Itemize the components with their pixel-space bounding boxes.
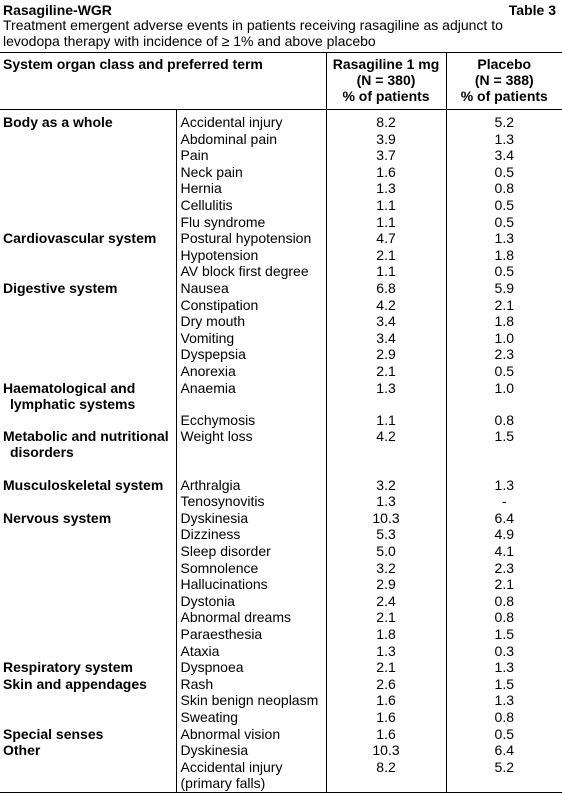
- system-organ-class-label-cont: disorders: [10, 444, 74, 461]
- placebo-percent: 2.1: [446, 576, 562, 593]
- table-header: [0, 53, 562, 110]
- table-row: [0, 147, 562, 164]
- table-row: [0, 676, 562, 693]
- placebo-percent: 6.4: [446, 510, 562, 527]
- preferred-term-label: Sleep disorder: [180, 543, 271, 560]
- table-row: [0, 363, 562, 380]
- preferred-term-label: Sweating: [180, 709, 239, 725]
- placebo-percent: 0.5: [446, 197, 562, 214]
- table-row: [0, 742, 562, 759]
- preferred-term-label: Accidental injury: [180, 114, 283, 130]
- table-row: [0, 659, 562, 676]
- preferred-term-label: Rash: [180, 675, 214, 692]
- placebo-percent: 1.3: [446, 659, 562, 676]
- placebo-percent: 0.8: [446, 609, 562, 626]
- system-organ-class-label: Cardiovascular system: [3, 230, 157, 247]
- system-organ-class: [0, 214, 176, 231]
- table-row: [0, 230, 562, 247]
- rasagiline-percent: 1.6: [326, 164, 446, 181]
- system-organ-class: [0, 643, 176, 660]
- rasagiline-percent: 2.9: [326, 346, 446, 363]
- rasagiline-percent: 10.3: [326, 742, 446, 759]
- table-row: [0, 263, 562, 280]
- document-header: [3, 2, 556, 18]
- preferred-term: [176, 214, 326, 231]
- rasagiline-percent: 4.2: [326, 428, 446, 460]
- table-row: [0, 164, 562, 181]
- system-organ-class: [0, 626, 176, 643]
- system-organ-class: [0, 197, 176, 214]
- preferred-term-label: Abdominal pain: [180, 130, 278, 147]
- preferred-term-label: Anorexia: [180, 362, 236, 379]
- rasagiline-percent: 4.2: [326, 297, 446, 314]
- system-organ-class: [0, 659, 176, 676]
- preferred-term: [176, 180, 326, 197]
- preferred-term-label: Constipation: [180, 296, 259, 313]
- preferred-term-label: Dyspepsia: [180, 346, 246, 363]
- column-header-system: System organ class and preferred term: [0, 53, 326, 110]
- table-row: [0, 412, 562, 429]
- table-row: [0, 197, 562, 214]
- preferred-term-label: Accidental injury: [180, 758, 283, 775]
- placebo-percent: 5.2: [446, 759, 562, 793]
- rasagiline-percent: 6.8: [326, 280, 446, 297]
- preferred-term: [176, 726, 326, 743]
- placebo-percent: [446, 460, 562, 477]
- table-row: [0, 526, 562, 543]
- preferred-term-label: Flu syndrome: [180, 213, 266, 230]
- system-organ-class-label: Musculoskeletal system: [3, 476, 164, 493]
- table-number: Table 3: [508, 2, 556, 18]
- preferred-term: [176, 609, 326, 626]
- rasagiline-percent: 8.2: [326, 110, 446, 131]
- placebo-percent: 1.3: [446, 230, 562, 247]
- preferred-term: [176, 510, 326, 527]
- preferred-term-label: Dyskinesia: [180, 742, 249, 759]
- system-organ-class-label: Other: [3, 742, 41, 759]
- table-row: [0, 477, 562, 494]
- system-organ-class-label: Skin and appendages: [3, 675, 147, 692]
- system-organ-class: [0, 230, 176, 247]
- system-organ-class: [0, 460, 176, 477]
- preferred-term: [176, 247, 326, 264]
- table-row: [0, 460, 562, 477]
- preferred-term-label: Dizziness: [180, 526, 241, 543]
- rasagiline-percent: 1.1: [326, 263, 446, 280]
- placebo-percent: 0.8: [446, 709, 562, 726]
- rasagiline-percent: 2.1: [326, 363, 446, 380]
- placebo-percent: 4.9: [446, 526, 562, 543]
- placebo-header-line1: Placebo: [477, 56, 532, 72]
- placebo-percent: 0.5: [446, 263, 562, 280]
- system-organ-class-label: Respiratory system: [3, 659, 133, 676]
- table-row: [0, 560, 562, 577]
- rasagiline-percent: 1.8: [326, 626, 446, 643]
- preferred-term: [176, 110, 326, 131]
- table-row: [0, 609, 562, 626]
- placebo-percent: 0.8: [446, 593, 562, 610]
- preferred-term-label: Neck pain: [180, 163, 243, 180]
- placebo-header-line3: % of patients: [460, 88, 548, 104]
- placebo-percent: 6.4: [446, 742, 562, 759]
- table-row: [0, 626, 562, 643]
- rasagiline-percent: 1.1: [326, 214, 446, 231]
- table-row: [0, 709, 562, 726]
- preferred-term-label: Somnolence: [180, 559, 259, 576]
- table-row: [0, 180, 562, 197]
- table-row: [0, 280, 562, 297]
- rasagiline-percent: 1.6: [326, 726, 446, 743]
- table-row: [0, 428, 562, 460]
- table-row: [0, 380, 562, 412]
- placebo-percent: 1.8: [446, 313, 562, 330]
- system-organ-class: [0, 560, 176, 577]
- adverse-events-table: [0, 52, 562, 793]
- preferred-term: [176, 380, 326, 412]
- preferred-term-label-cont: (primary falls): [180, 775, 266, 792]
- table-row: [0, 131, 562, 148]
- placebo-percent: 0.8: [446, 180, 562, 197]
- system-organ-class-label: Haematological and: [3, 379, 136, 396]
- preferred-term: [176, 676, 326, 693]
- preferred-term-label: Vomiting: [180, 329, 235, 346]
- table-row: [0, 297, 562, 314]
- system-organ-class: [0, 147, 176, 164]
- system-organ-class: [0, 593, 176, 610]
- system-organ-class: [0, 263, 176, 280]
- system-organ-class: [0, 692, 176, 709]
- table-row: [0, 543, 562, 560]
- preferred-term-label: Ataxia: [180, 642, 220, 659]
- preferred-term-label: Dyskinesia: [180, 509, 249, 526]
- table-row: [0, 313, 562, 330]
- preferred-term: [176, 692, 326, 709]
- preferred-term: [176, 280, 326, 297]
- preferred-term: [176, 709, 326, 726]
- system-organ-class: [0, 380, 176, 412]
- system-organ-class: [0, 346, 176, 363]
- table-row: [0, 330, 562, 347]
- rasagiline-percent: 2.1: [326, 609, 446, 626]
- preferred-term: [176, 131, 326, 148]
- system-organ-class: [0, 493, 176, 510]
- preferred-term-label: Hernia: [180, 180, 222, 197]
- rasagiline-percent: 1.3: [326, 380, 446, 412]
- system-organ-class: [0, 131, 176, 148]
- system-organ-class: [0, 576, 176, 593]
- placebo-percent: 1.3: [446, 692, 562, 709]
- rasagiline-header-line1: Rasagiline 1 mg: [332, 56, 440, 72]
- rasagiline-percent: 1.3: [326, 180, 446, 197]
- preferred-term-label: Tenosynovitis: [180, 493, 265, 510]
- placebo-percent: 1.5: [446, 676, 562, 693]
- preferred-term: [176, 626, 326, 643]
- system-organ-class: [0, 609, 176, 626]
- preferred-term-label: Postural hypotension: [180, 230, 312, 247]
- rasagiline-percent: [326, 460, 446, 477]
- table-row: [0, 214, 562, 231]
- preferred-term-label: Pain: [180, 147, 209, 164]
- preferred-term-label: Abnormal vision: [180, 725, 281, 742]
- table-row: [0, 726, 562, 743]
- preferred-term-label: Paraesthesia: [180, 626, 263, 643]
- table-row: [0, 593, 562, 610]
- preferred-term-label: Skin benign neoplasm: [180, 692, 319, 709]
- system-organ-class: [0, 510, 176, 527]
- placebo-percent: 1.0: [446, 380, 562, 412]
- rasagiline-percent: 2.1: [326, 659, 446, 676]
- preferred-term-label: Anaemia: [180, 379, 236, 396]
- rasagiline-percent: 10.3: [326, 510, 446, 527]
- system-organ-class: [0, 428, 176, 460]
- placebo-percent: 0.3: [446, 643, 562, 660]
- placebo-percent: 0.5: [446, 363, 562, 380]
- preferred-term-label: Nausea: [180, 279, 229, 296]
- rasagiline-header-line2: (N = 380): [356, 72, 416, 88]
- placebo-percent: 5.2: [446, 110, 562, 131]
- preferred-term-label: Ecchymosis: [180, 411, 256, 428]
- header-row: [0, 53, 562, 110]
- rasagiline-percent: 4.7: [326, 230, 446, 247]
- rasagiline-percent: 5.0: [326, 543, 446, 560]
- preferred-term: [176, 428, 326, 460]
- preferred-term-label: Cellulitis: [180, 196, 233, 213]
- preferred-term: [176, 147, 326, 164]
- placebo-percent: 0.5: [446, 726, 562, 743]
- system-organ-class: [0, 412, 176, 429]
- column-header-placebo: [446, 53, 562, 110]
- preferred-term-label: Dystonia: [180, 592, 235, 609]
- placebo-percent: 0.5: [446, 164, 562, 181]
- rasagiline-percent: 8.2: [326, 759, 446, 793]
- table-caption: Treatment emergent adverse events in patients receiving rasagiline as adjunct to levodopa therapy with incidence of ≥ 1% and above placebo: [3, 17, 503, 49]
- system-organ-class: [0, 742, 176, 759]
- preferred-term-label: AV block first degree: [180, 263, 309, 280]
- product-title: Rasagiline-WGR: [3, 2, 112, 18]
- table-row: [0, 346, 562, 363]
- table-row: [0, 692, 562, 709]
- system-organ-class: [0, 164, 176, 181]
- rasagiline-percent: 1.1: [326, 197, 446, 214]
- system-organ-class: [0, 543, 176, 560]
- preferred-term: [176, 263, 326, 280]
- system-organ-class: [0, 297, 176, 314]
- preferred-term-label: Arthralgia: [180, 476, 241, 493]
- placebo-percent: 5.9: [446, 280, 562, 297]
- preferred-term: [176, 330, 326, 347]
- system-organ-class: [0, 759, 176, 793]
- table-row: [0, 493, 562, 510]
- preferred-term-label: Abnormal dreams: [180, 609, 291, 626]
- rasagiline-percent: 2.4: [326, 593, 446, 610]
- preferred-term: [176, 543, 326, 560]
- system-organ-class-label: Digestive system: [3, 279, 118, 296]
- placebo-percent: 3.4: [446, 147, 562, 164]
- system-organ-class-label: Metabolic and nutritional: [3, 428, 169, 445]
- preferred-term: [176, 363, 326, 380]
- rasagiline-header-line3: % of patients: [342, 88, 430, 104]
- placebo-percent: 1.3: [446, 131, 562, 148]
- table-body: [0, 110, 562, 793]
- system-organ-class: [0, 526, 176, 543]
- system-organ-class: [0, 180, 176, 197]
- preferred-term-label: Dyspnoea: [180, 659, 244, 676]
- rasagiline-percent: 2.9: [326, 576, 446, 593]
- preferred-term: [176, 493, 326, 510]
- preferred-term: [176, 659, 326, 676]
- preferred-term-label: Hypotension: [180, 246, 259, 263]
- preferred-term: [176, 526, 326, 543]
- rasagiline-percent: 3.7: [326, 147, 446, 164]
- placebo-percent: 2.1: [446, 297, 562, 314]
- preferred-term: [176, 164, 326, 181]
- placebo-header-line2: (N = 388): [474, 72, 534, 88]
- rasagiline-percent: 1.1: [326, 412, 446, 429]
- preferred-term: [176, 477, 326, 494]
- system-organ-class: [0, 726, 176, 743]
- rasagiline-percent: 3.4: [326, 330, 446, 347]
- placebo-percent: 1.5: [446, 626, 562, 643]
- preferred-term: [176, 230, 326, 247]
- system-organ-class-label: Special senses: [3, 725, 104, 742]
- rasagiline-percent: 3.9: [326, 131, 446, 148]
- preferred-term-label: Weight loss: [180, 428, 253, 445]
- table-row: [0, 643, 562, 660]
- rasagiline-percent: 3.2: [326, 560, 446, 577]
- system-organ-class: [0, 330, 176, 347]
- rasagiline-percent: 1.3: [326, 493, 446, 510]
- system-organ-class-label: Nervous system: [3, 509, 112, 526]
- table-row: [0, 110, 562, 131]
- rasagiline-percent: 1.3: [326, 643, 446, 660]
- rasagiline-percent: 1.6: [326, 692, 446, 709]
- system-organ-class: [0, 110, 176, 131]
- placebo-percent: 0.5: [446, 214, 562, 231]
- rasagiline-percent: 1.6: [326, 709, 446, 726]
- preferred-term: [176, 297, 326, 314]
- preferred-term: [176, 346, 326, 363]
- preferred-term: [176, 593, 326, 610]
- preferred-term: [176, 759, 326, 793]
- rasagiline-percent: 2.1: [326, 247, 446, 264]
- placebo-percent: 1.5: [446, 428, 562, 460]
- rasagiline-percent: 3.2: [326, 477, 446, 494]
- system-organ-class-label: Body as a whole: [3, 114, 113, 130]
- system-organ-class: [0, 280, 176, 297]
- placebo-percent: 1.8: [446, 247, 562, 264]
- placebo-percent: 1.0: [446, 330, 562, 347]
- table-row: [0, 247, 562, 264]
- preferred-term: [176, 313, 326, 330]
- preferred-term-label: Hallucinations: [180, 576, 268, 593]
- placebo-percent: 4.1: [446, 543, 562, 560]
- system-organ-class: [0, 676, 176, 693]
- preferred-term: [176, 643, 326, 660]
- rasagiline-percent: 5.3: [326, 526, 446, 543]
- table-row: [0, 510, 562, 527]
- preferred-term-label: Dry mouth: [180, 313, 246, 330]
- system-organ-class-label-cont: lymphatic systems: [10, 395, 136, 412]
- system-organ-class: [0, 313, 176, 330]
- placebo-percent: -: [446, 493, 562, 510]
- preferred-term: [176, 742, 326, 759]
- placebo-percent: 1.3: [446, 477, 562, 494]
- preferred-term: [176, 412, 326, 429]
- system-organ-class: [0, 477, 176, 494]
- column-header-rasagiline: [326, 53, 446, 110]
- system-organ-class: [0, 709, 176, 726]
- placebo-percent: 2.3: [446, 346, 562, 363]
- preferred-term: [176, 560, 326, 577]
- placebo-percent: 0.8: [446, 412, 562, 429]
- preferred-term: [176, 460, 326, 477]
- preferred-term: [176, 576, 326, 593]
- table-row: [0, 576, 562, 593]
- table-row: [0, 759, 562, 793]
- system-organ-class: [0, 247, 176, 264]
- rasagiline-percent: 2.6: [326, 676, 446, 693]
- placebo-percent: 2.3: [446, 560, 562, 577]
- system-organ-class: [0, 363, 176, 380]
- rasagiline-percent: 3.4: [326, 313, 446, 330]
- preferred-term: [176, 197, 326, 214]
